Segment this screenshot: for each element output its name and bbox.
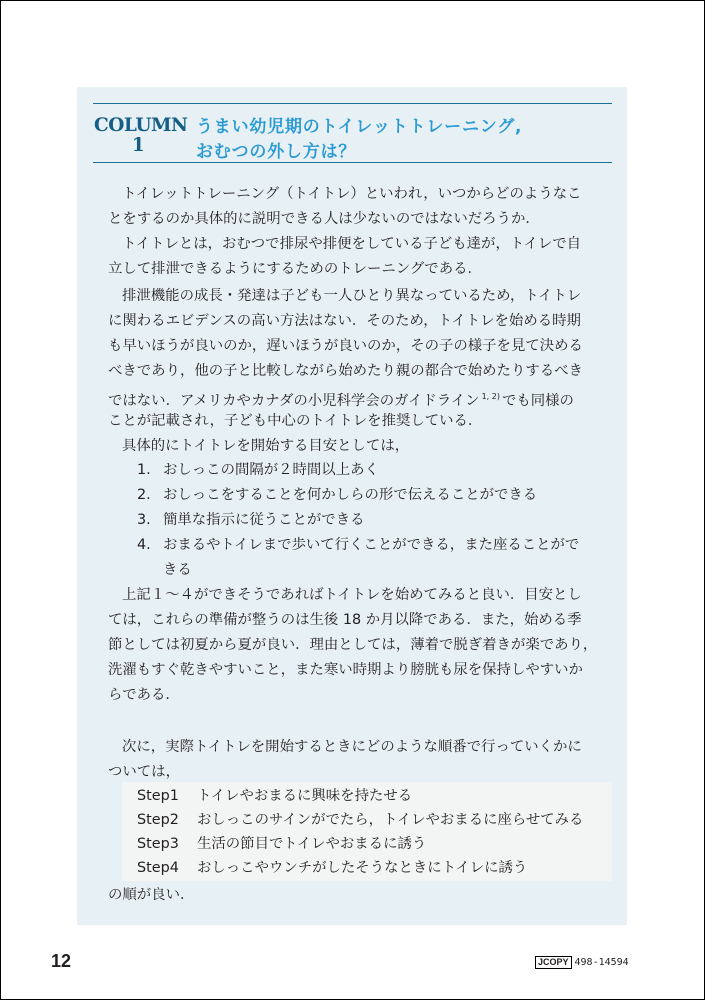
body-line: の順が良い． <box>108 887 195 903</box>
list-item: おしっこをすることを何かしらの形で伝えることができる <box>163 487 538 503</box>
list-number: 1. <box>137 462 151 478</box>
body-line: ついては， <box>108 764 180 780</box>
column-label-text: COLUMN <box>94 115 188 136</box>
body-line: とをするのか具体的に説明できる人は少ないのではないだろうか． <box>108 211 540 227</box>
body-line: に関わるエビデンスの高い方法はない．そのため，トイトレを始める時期 <box>108 313 581 329</box>
column-title-line1: うまい幼児期のトイレットトレーニング, <box>196 117 523 137</box>
list-item: おしっこの間隔が２時間以上あく <box>163 462 379 478</box>
body-line: 次に，実際トイトレを開始するときにどのような順番で行っていくかに <box>122 739 582 755</box>
footer-code <box>535 956 629 969</box>
body-line: 具体的にトイトレを開始する目安としては， <box>122 438 410 454</box>
step-label: Step2 <box>137 812 179 828</box>
body-line: トイトレとは，おむつで排尿や排便をしている子ども達が，トイレで自 <box>122 236 582 252</box>
citation-reference: 1, 2) <box>481 392 500 401</box>
step-item <box>137 784 412 809</box>
list-item: 簡単な指示に従うことができる <box>163 512 365 528</box>
body-line: 上記１～４ができそうであればトイトレを始めてみると良い．目安とし <box>122 587 582 603</box>
list-item: おまるやトイレまで歩いて行くことができる，また座ることがで <box>163 537 580 553</box>
body-line: 洗濯もすぐ乾きやすいこと，また寒い時期より膀胱も尿を保持しやすいか <box>108 662 583 678</box>
list-item-continuation: きる <box>163 562 192 578</box>
body-line: らである． <box>108 687 180 703</box>
isbn-code: 498-14594 <box>574 957 629 968</box>
column-label <box>94 115 188 156</box>
jcopy-mark: JCOPY <box>535 956 572 969</box>
body-text: でも同様の <box>501 393 574 409</box>
body-line: 節としては初夏から夏が良い．理由としては，薄着で脱ぎ着きが楽であり， <box>108 637 598 653</box>
body-text: ではない．アメリカやカナダの小児科学会のガイドライン <box>108 393 480 409</box>
column-number: 1 <box>131 135 145 156</box>
step-label: Step4 <box>137 860 179 876</box>
step-text: トイレやおまるに興味を持たせる <box>197 788 413 804</box>
list-number: 3. <box>137 512 151 528</box>
body-line: トイレットトレーニング（トイトレ）といわれ，いつからどのようなこ <box>122 186 582 202</box>
body-line: 立して排泄できるようにするためのトレーニングである． <box>108 261 482 277</box>
step-text: 生活の節目でトイレやおまるに誘う <box>197 836 427 852</box>
step-text: おしっこのサインがでたら，トイレやおまるに座らせてみる <box>197 812 584 828</box>
step-label: Step1 <box>137 788 179 804</box>
body-line: べきであり，他の子と比較しながら始めたり親の都合で始めたりするべき <box>108 363 583 379</box>
body-line: ては，これらの準備が整うのは生後 18 か月以降である．また，始める季 <box>108 612 582 628</box>
page-number: 12 <box>51 951 72 971</box>
body-line: 排泄機能の成長・発達は子ども一人ひとり異なっているため，トイトレ <box>122 288 582 304</box>
list-number: 2. <box>137 487 151 503</box>
step-text: おしっこやウンチがしたそうなときにトイレに誘う <box>197 860 528 876</box>
step-item <box>137 832 426 857</box>
column-title <box>196 115 522 165</box>
step-label: Step3 <box>137 836 179 852</box>
step-item <box>137 856 527 881</box>
step-item <box>137 808 583 833</box>
list-number: 4. <box>137 537 151 553</box>
header-rule-top <box>93 103 612 104</box>
column-title-line2: おむつの外し方は？ <box>196 142 357 162</box>
body-line: ことが記載され，子ども中心のトイトレを推奨している． <box>108 413 483 429</box>
body-line: も早いほうが良いのか，遅いほうが良いのか，その子の様子を見て決める <box>108 338 583 354</box>
